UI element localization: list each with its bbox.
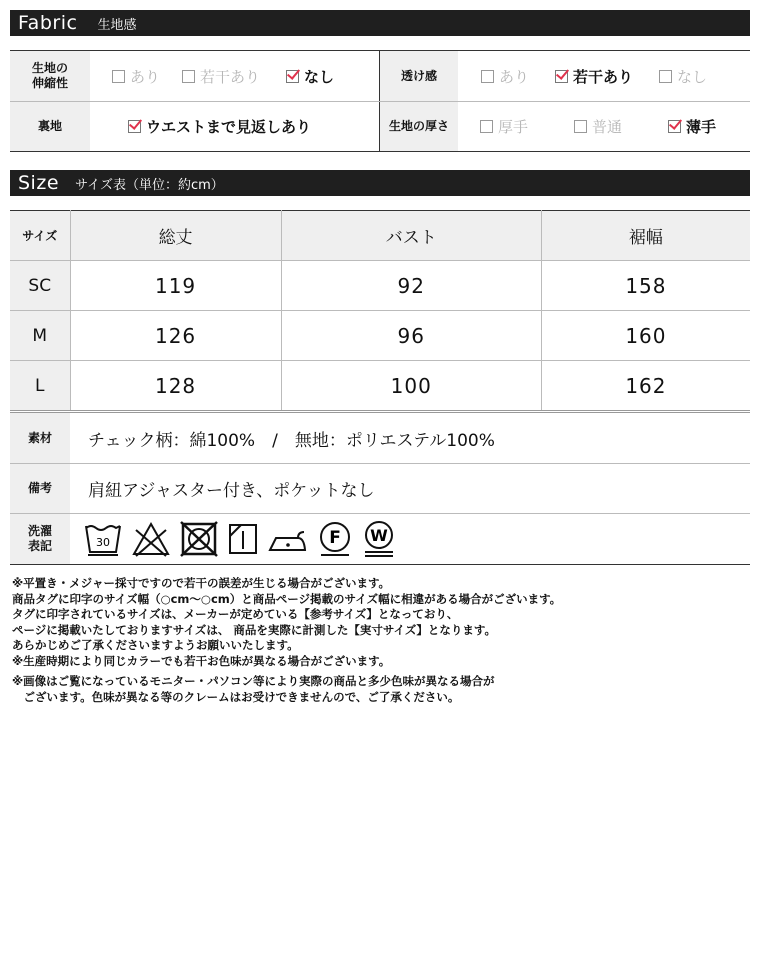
table-row — [10, 311, 750, 361]
table-cell: 162 — [541, 361, 750, 411]
checkbox-icon — [112, 70, 125, 83]
column-header: バスト — [281, 211, 541, 261]
no-bleach-icon — [132, 520, 170, 558]
row-size-label: SC — [10, 261, 70, 311]
fabric-table — [10, 50, 750, 152]
material-row — [10, 413, 750, 463]
lining-value — [90, 102, 379, 151]
sheer-option-slight — [555, 66, 633, 87]
note-line: ございます。色味が異なる等のクレームはお受けできませんので、ご了承ください。 — [12, 689, 460, 704]
row-size-label: M — [10, 311, 70, 361]
table-cell: 92 — [281, 261, 541, 311]
lining-label: 裏地 — [10, 102, 90, 151]
thickness-option-normal — [574, 116, 622, 137]
table-cell: 96 — [281, 311, 541, 361]
note-line: 商品タグに印字のサイズ幅（○cm～○cm）と商品ページ掲載のサイズ幅に相違がある場合がございます。 — [12, 591, 562, 606]
note-line: あらかじめご了承くださいますようお願いいたします。 — [12, 638, 299, 652]
dry-clean-f-icon — [318, 520, 352, 558]
note-line: ※画像はご覧になっているモニター・パソコン等により実際の商品と多少色味が異なる場合が — [12, 674, 495, 688]
option-label: なし — [304, 67, 335, 86]
option-label: なし — [677, 67, 708, 86]
option-label: あり — [130, 67, 161, 86]
thickness-option-thin — [668, 116, 716, 137]
table-cell: 119 — [70, 261, 281, 311]
svg-text:W: W — [370, 526, 388, 545]
option-label: 薄手 — [686, 118, 717, 136]
column-header: 総丈 — [70, 211, 281, 261]
column-header: 裾幅 — [541, 211, 750, 261]
checkbox-icon — [182, 70, 195, 83]
checked-checkbox-icon — [555, 70, 568, 83]
size-title: Size — [18, 172, 60, 194]
option-label: 厚手 — [498, 118, 529, 136]
thickness-label: 生地の厚さ — [380, 102, 458, 151]
care-row — [10, 513, 750, 564]
table-cell: 158 — [541, 261, 750, 311]
stretch-option-yes — [112, 66, 160, 87]
table-cell: 126 — [70, 311, 281, 361]
product-info — [10, 410, 750, 565]
option-label: あり — [499, 67, 530, 86]
size-subtitle: サイズ表（単位：約cm） — [75, 177, 224, 193]
no-tumble-dry-icon — [180, 520, 218, 558]
table-row — [10, 361, 750, 411]
option-label: 若干あり — [573, 67, 634, 86]
fabric-subtitle: 生地感 — [97, 17, 137, 33]
checkbox-icon — [481, 70, 494, 83]
note-line: ※平置き・メジャー採寸ですので若干の誤差が生じる場合がございます。 — [12, 576, 391, 590]
fabric-row-2 — [10, 101, 750, 151]
stretch-options — [90, 51, 379, 101]
size-table — [10, 210, 750, 411]
remarks-label: 備考 — [10, 464, 70, 513]
wash-30-icon — [84, 520, 122, 558]
fabric-title: Fabric — [18, 12, 78, 34]
stretch-option-none — [286, 66, 334, 87]
checked-checkbox-icon — [286, 70, 299, 83]
checked-checkbox-icon — [668, 120, 681, 133]
checkbox-icon — [480, 120, 493, 133]
row-size-label: L — [10, 361, 70, 411]
table-row — [10, 261, 750, 311]
sheer-label: 透け感 — [380, 51, 458, 101]
size-table-header — [10, 211, 750, 261]
fabric-row-1 — [10, 51, 750, 101]
sheer-option-none — [659, 66, 707, 87]
wash-temperature: 30 — [96, 536, 110, 549]
option-label: 普通 — [592, 118, 623, 136]
table-cell: 128 — [70, 361, 281, 411]
sheer-option-yes — [481, 66, 529, 87]
remarks-value: 肩紐アジャスター付き、ポケットなし — [88, 481, 375, 501]
fabric-header — [10, 10, 750, 36]
low-iron-icon — [268, 520, 308, 558]
size-corner-label: サイズ — [10, 211, 70, 261]
care-icons — [70, 514, 396, 564]
wet-clean-w-icon — [362, 519, 396, 559]
svg-text:F: F — [329, 528, 341, 548]
stretch-option-slight — [182, 66, 260, 87]
table-cell: 100 — [281, 361, 541, 411]
checkbox-icon — [574, 120, 587, 133]
material-value: チェック柄：綿100% / 無地：ポリエステル100% — [88, 430, 495, 451]
remarks-row — [10, 463, 750, 513]
option-label: ウエストまで見返しあり — [146, 118, 312, 136]
material-label: 素材 — [10, 413, 70, 463]
note-line: ページに掲載いたしておりますサイズは、 商品を実際に計測した【実寸サイズ】となります。 — [12, 622, 497, 637]
sheer-options — [458, 51, 749, 101]
thickness-options — [458, 102, 749, 151]
checked-checkbox-icon — [128, 120, 141, 133]
thickness-option-thick — [480, 116, 528, 137]
table-cell: 160 — [541, 311, 750, 361]
notes — [12, 576, 748, 705]
option-label: 若干あり — [200, 67, 261, 86]
note-line: タグに印字されているサイズは、メーカーが定めている【参考サイズ】となっており、 — [12, 607, 459, 621]
stretch-label: 生地の 伸縮性 — [10, 51, 90, 101]
lining-option — [128, 116, 311, 137]
size-header — [10, 170, 750, 196]
care-label: 洗濯 表記 — [10, 514, 70, 564]
drip-dry-shade-icon — [228, 520, 258, 558]
note-line: ※生産時期により同じカラーでも若干お色味が異なる場合がございます。 — [12, 653, 391, 668]
checkbox-icon — [659, 70, 672, 83]
